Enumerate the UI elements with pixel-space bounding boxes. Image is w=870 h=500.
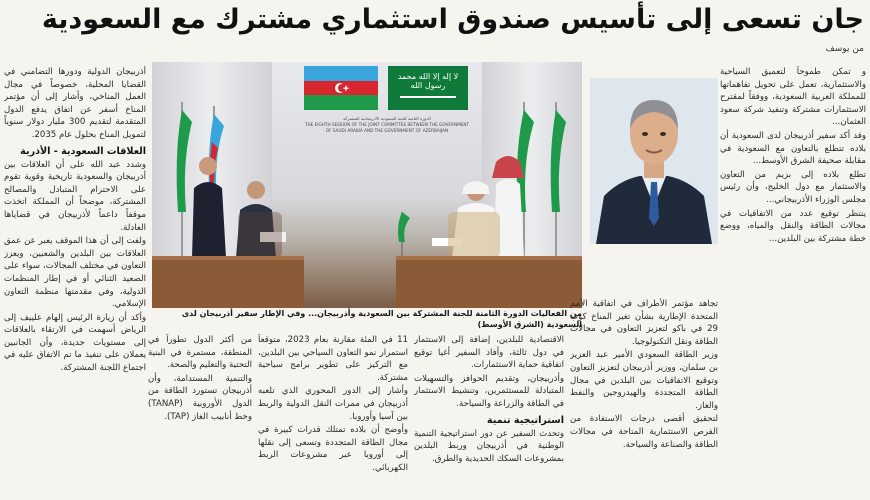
- meeting-table-right: [396, 256, 582, 308]
- paragraph: 11 في المئة مقارنة بعام 2023، متوقعاً استمرار نمو التعاون السياحي بين البلدين، مع التركيز على تطوير برامج سياحية مشتركة.: [258, 335, 408, 383]
- ambassador-portrait-photo: [590, 78, 718, 244]
- meeting-table-left: [152, 256, 304, 308]
- paragraph: والتنمية المستدامة، وأن أذربيجان تستورد الطاقة من الدول الأوروبية (TANAP) وخط أنابيب الغاز (TAP).: [148, 373, 252, 422]
- paragraph: وأكد أن زيارة الرئيس إلهام علييف إلى الرياض أسهمت في الارتقاء بالعلاقات إلى مستويات جديدة، وأن الجانبين يعملان على تنفيذ ما تم الاتفاق عليه في اجتماع اللجنة المشتركة.: [4, 312, 146, 374]
- paragraph: ينتظر توقيع عدد من الاتفاقيات في مجالات الطاقة والنقل والمياه، ووضع خطة مشتركة بين البلدين...: [720, 208, 866, 244]
- paragraph: وتحدث السفير عن دور استراتيجية التنمية الوطنية في أذربيجان وربط البلدين بمشروعات السكك الحديدية والطرق.: [414, 428, 564, 464]
- section-subheading: العلاقات السعودية - الأذرية: [20, 145, 146, 157]
- paragraph: وزير الطاقة السعودي الأمير عبد العزيز بن سلمان، ووزير أذربيجان لتعزيز التعاون وتوقيع الاتفاقيات بين البلدين في مجال الطاقة المتجددة والهيدروجين والنفط والغاز.: [570, 350, 718, 411]
- article-column-mid-3: [258, 334, 408, 500]
- article-column-mid-2: [414, 334, 564, 500]
- ambassador-portrait-illustration: [590, 78, 718, 244]
- article-column-mid-4: [148, 334, 252, 500]
- paragraph: لتحقيق أقصى درجات الاستفادة من الفرص الاستثمارية المتاحة في مجالات الطاقة والصناعة والسياحة.: [570, 414, 718, 450]
- paragraph: ولفت إلى أن هذا الموقف يعبر عن عمق العلاقات بين البلدين والشعبين، ويعزز التعاون في مختلف المجالات، سواء على الصعيد الثنائي أو في إطار المنظمات الدولية، وفي مقدمتها منظمة التعاون الإسلامي.: [4, 236, 146, 310]
- banner-arabic-text: الدورة الثامنة للجنة السعودية الأذربيجانية المشتركة: [343, 116, 431, 121]
- paragraph: تجاهد مؤتمر الأطراف في اتفاقية الأمم المتحدة الإطارية بشأن تغير المناخ كوب 29 في باكو لتعزيز التعاون في مجالات الطاقة ونقل التكنولوجيا.: [570, 299, 718, 347]
- paragraph: و تمكن طموحاً لتعميق السياحية والاستثمارية، تعمل على تحويل تفاهماتها للمملكة العربية السعودية، ووفقاً لمقترح الاستثمارات مشتركة وتنفيذ شركة سعود العثمان...: [720, 67, 866, 128]
- article-byline: من يوسف: [825, 44, 864, 54]
- paragraph: تطلع بلاده إلى بزيم من التعاون والاستثمار مع دول الخليج، وأن رئيس مجلس الوزراء الأذربيجاني...: [720, 169, 866, 205]
- saudi-flag-inscription: لا إله إلا الله محمد رسول الله: [397, 72, 459, 90]
- meeting-photo: [152, 62, 582, 308]
- photo-caption: من الفعاليات الدورة الثامنة للجنة المشتركة بين السعودية وأذربيجان... وفي الإطار سفير أذربيجان لدى السعودية (الشرق الأوسط): [181, 309, 582, 329]
- article-column-left: [4, 66, 146, 500]
- paragraph: من أكثر الدول تطوراً في المنطقة، مستمرة في البنية التحتية والتعليم والصحة.: [148, 335, 252, 371]
- paragraph: الاقتصادية للبلدين، إضافة إلى الاستثمار في دول ثالثة، وأفاد السفير أغيا توقيع اتفاقية حماية الاستثمارات.: [414, 335, 564, 371]
- article-headline: جان تسعى إلى تأسيس صندوق استثماري مشترك مع السعودية: [41, 4, 864, 35]
- section-subheading: استراتيجية تنمية: [486, 414, 564, 426]
- article-column-right: [720, 66, 866, 500]
- paragraph: وقد أكد سفير أذربيجان لدى السعودية أن بلاده تتطلع بالتعاون مع السعودية في مقابلة صحيفة الشرق الأوسط...: [720, 130, 866, 167]
- paragraph: وأذربيجان، وتقديم الحوافز والتسهيلات المتبادلة للمستثمرين، وتنشيط الاستثمار في الطاقة والزراعة والسياحة.: [414, 373, 564, 409]
- banner-english-text: THE EIGHTH SESSION OF THE JOINT COMMITTEE BETWEEN THE GOVERNMENT OF SAUDI ARABIA AND THE GOVERNMENT OF AZERBAIJAN: [304, 122, 470, 133]
- paragraph: وشدد عبد الله على أن العلاقات بين أذربيجان والسعودية تاريخية وقوية تقوم على الاحترام المتبادل والمصالح المشتركة، موضحاً أن المملكة اتخذت موقفاً داعماً لأذربيجان في قضاياها العادلة.: [4, 159, 146, 233]
- paragraph: وأوضح أن بلاده تمتلك قدرات كبيرة في مجال الطاقة المتجددة وتسعى إلى نقلها إلى أوروبا عبر مشروعات الربط الكهربائي.: [258, 425, 408, 473]
- article-column-mid-1: [570, 298, 718, 500]
- paragraph: أذربيجان الدولية ودورها التضامني في القضايا المحلية، خصوصاً في مجال العمل المناخي، وأشار إلى أن مؤتمر المناخ أسفر عن اتفاق يدفع الدول المتقدمة لتقديم 300 مليار دولار سنوياً لتمويل المناخ بحلول عام 2035.: [4, 67, 146, 140]
- paragraph: وأشار إلى الدور المحوري الذي تلعبه أذربيجان في ممرات النقل الدولية والربط بين آسيا وأوروبا.: [258, 386, 408, 422]
